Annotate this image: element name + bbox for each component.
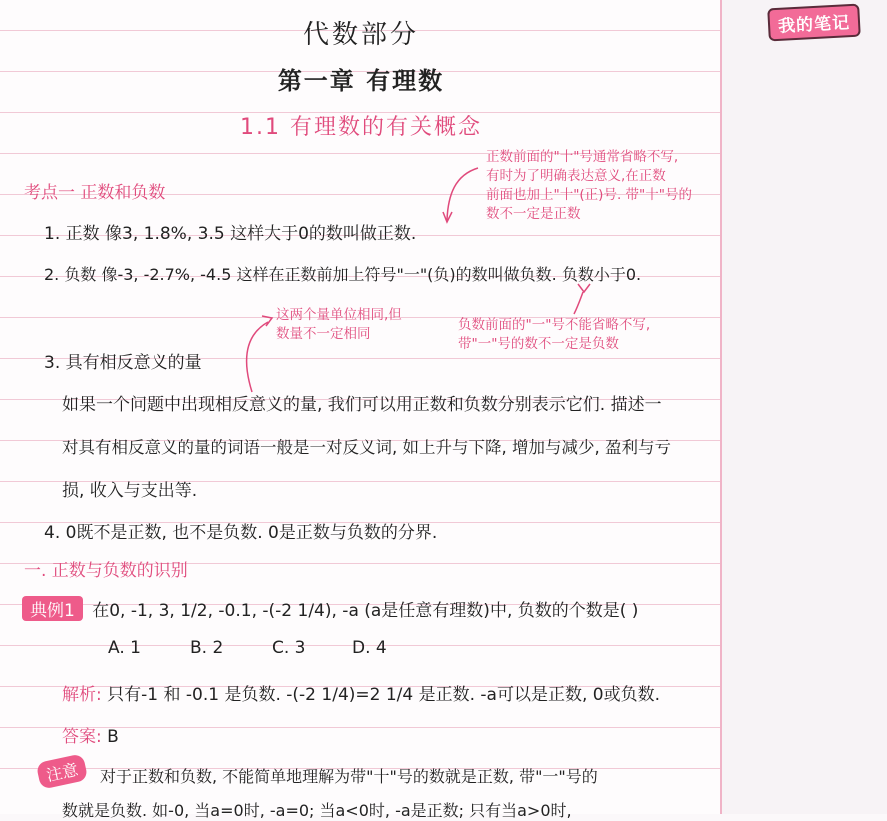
section-identify-heading: 一. 正数与负数的识别	[24, 561, 188, 581]
analysis	[62, 680, 660, 705]
answer	[62, 722, 119, 747]
answer-label: 答案:	[62, 727, 102, 747]
item-negative: 2. 负数 像-3, -2.7%, -4.5 这样在正数前加上符号"一"(负)的数叫做负数. 负数小于0.	[44, 265, 642, 284]
analysis-text: 只有-1 和 -0.1 是负数. -(-2 1/4)=2 1/4 是正数. -a可以是正数, 0或负数.	[107, 685, 661, 705]
note-same-unit: 这两个量单位相同,但 数量不一定相同	[276, 307, 402, 342]
option-d: D. 4	[352, 638, 387, 658]
caution-line-2: 数就是负数. 如-0, 当a=0时, -a=0; 当a<0时, -a是正数; 只有当a>0时,	[62, 801, 572, 820]
example-1	[22, 596, 638, 621]
answer-text: B	[107, 727, 119, 747]
section-title: 1.1 有理数的有关概念	[240, 115, 482, 140]
note-negative-sign: 负数前面的"一"号不能省略不写, 带"一"号的数不一定是负数	[458, 317, 651, 352]
item-zero: 4. 0既不是正数, 也不是负数. 0是正数与负数的分界.	[44, 523, 438, 543]
chapter-title: 第一章 有理数	[277, 67, 445, 95]
point1-heading: 考点一 正数和负数	[24, 183, 166, 203]
option-a: A. 1	[108, 638, 141, 658]
side-margin	[722, 0, 887, 814]
item-positive: 1. 正数 像3, 1.8%, 3.5 这样大于0的数叫做正数.	[44, 224, 417, 244]
option-c: C. 3	[272, 638, 306, 658]
paragraph-line-1: 如果一个问题中出现相反意义的量, 我们可以用正数和负数分别表示它们. 描述一	[62, 395, 662, 415]
paragraph-line-3: 损, 收入与支出等.	[62, 481, 198, 501]
note-positive-sign: 正数前面的"十"号通常省略不写, 有时为了明确表达意义,在正数 前面也加上"十"(正)号. 带"十"号的 数不一定是正数	[486, 149, 692, 222]
caution-line-1: 对于正数和负数, 不能简单地理解为带"十"号的数就是正数, 带"一"号的	[100, 767, 598, 786]
paragraph-line-2: 对具有相反意义的量的词语一般是一对反义词, 如上升与下降, 增加与减少, 盈利与亏	[62, 438, 671, 457]
option-b: B. 2	[190, 638, 224, 658]
part-title: 代数部分	[302, 20, 419, 50]
caution-badge: 注意	[36, 753, 89, 789]
item-opposite-quantities: 3. 具有相反意义的量	[44, 353, 202, 373]
example-text: 在0, -1, 3, 1/2, -0.1, -(-2 1/4), -a (a是任意有理数)中, 负数的个数是( )	[92, 601, 639, 621]
example-badge: 典例1	[22, 596, 83, 621]
analysis-label: 解析:	[62, 685, 102, 705]
my-notes-sticker: 我的笔记	[767, 4, 861, 42]
